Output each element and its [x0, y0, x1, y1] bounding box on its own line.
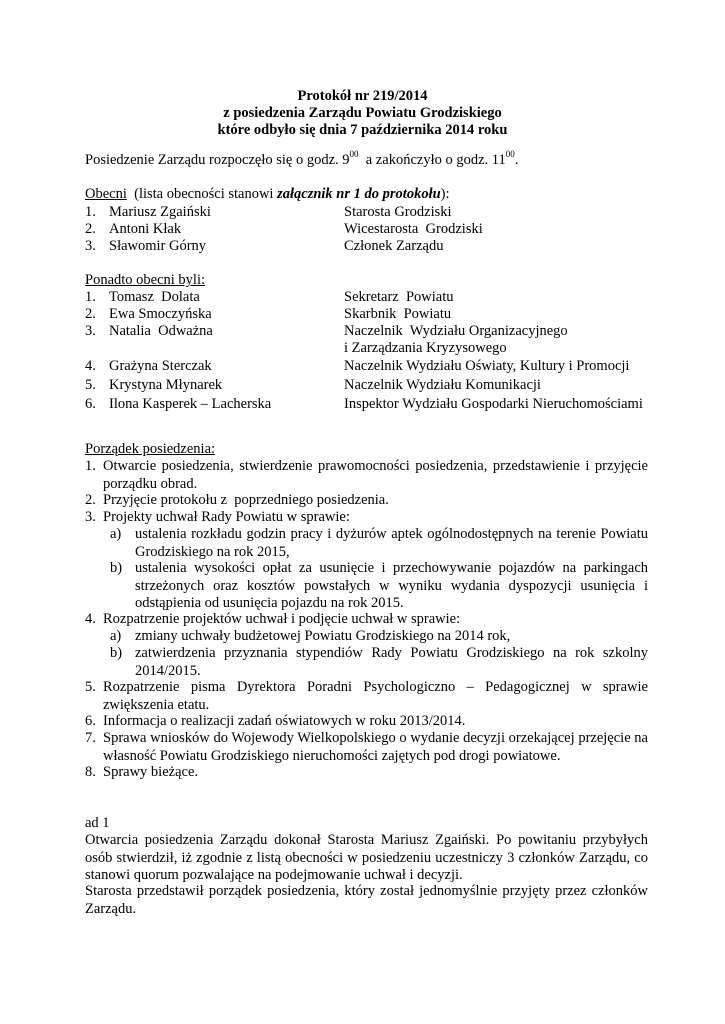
session-end-text: a zakończyło o godz. 11 — [358, 152, 506, 168]
agenda-item-number: 1. — [85, 458, 96, 474]
attendee-row — [85, 377, 685, 395]
agenda-subitem-text: zmiany uchwały budżetowej Powiatu Grodziskiego na 2014 rok, — [135, 628, 511, 644]
agenda-item-text: Sprawy bieżące. — [103, 764, 199, 780]
attendee-number: 4. — [85, 358, 96, 374]
attendee-role: Skarbnik Powiatu — [344, 306, 452, 322]
attendee-name: Grażyna Sterczak — [109, 358, 212, 374]
attendee-number: 2. — [85, 306, 96, 322]
attendee-name: Natalia Odważna — [109, 323, 213, 339]
also-present-heading: Ponadto obecni byli: — [85, 272, 206, 288]
member-number: 1. — [85, 204, 96, 220]
attendee-row — [85, 323, 685, 359]
attendee-name: Tomasz Dolata — [109, 289, 200, 305]
agenda-item-text: Rozpatrzenie pisma Dyrektora Poradni Psychologiczno – Pedagogicznej w sprawie zwiększenia etatu. — [103, 679, 648, 713]
member-name: Mariusz Zgaiński — [109, 204, 211, 220]
session-end-suffix: . — [514, 152, 519, 168]
attendee-role-continued: i Zarządzania Kryzysowego — [344, 340, 507, 356]
session-end-minutes: 00 — [505, 149, 515, 160]
agenda-item-number: 5. — [85, 679, 96, 695]
agenda-item-number: 6. — [85, 713, 96, 729]
session-time-line — [85, 149, 648, 170]
ad1-paragraph-opening: Otwarcia posiedzenia Zarządu dokonał Starosta Mariusz Zgaiński. Po powitaniu przybyłych osób stwierdził, iż zgodnie z listą obecności w posiedzeniu uczestniczy 3 członków Zarządu, co stanowi quorum pozwalające na podejmowanie uchwał i decyzji. — [85, 832, 648, 883]
attendee-name: Krystyna Młynarek — [109, 377, 223, 393]
attendee-number: 6. — [85, 396, 96, 412]
attendee-row — [85, 396, 685, 414]
agenda-subitem-label: a) — [110, 628, 122, 644]
agenda-item-text: Informacja o realizacji zadań oświatowych w roku 2013/2014. — [103, 713, 466, 729]
agenda-subitem-label: a) — [110, 526, 122, 542]
attendee-role: Naczelnik Wydziału Oświaty, Kultury i Promocji — [344, 358, 630, 374]
attendee-number: 5. — [85, 377, 96, 393]
attendee-row — [85, 358, 685, 376]
attendance-note-prefix: (lista obecności stanowi — [126, 186, 278, 202]
ad1-paragraph-agenda-adopted: Starosta przedstawił porządek posiedzenia, który został jednomyślnie przyjęty przez członków Zarządu. — [85, 883, 648, 917]
agenda-item-text: Rozpatrzenie projektów uchwał i podjęcie uchwał w sprawie: — [103, 611, 461, 627]
attendee-name: Ewa Smoczyńska — [109, 306, 212, 322]
protocol-date-line: które odbyło się dnia 7 października 2014 roku — [217, 122, 508, 138]
agenda-item-number: 7. — [85, 730, 96, 746]
attendee-role: Inspektor Wydziału Gospodarki Nieruchomościami — [344, 396, 643, 412]
ad1-heading: ad 1 — [85, 815, 110, 831]
agenda-subitem-text: ustalenia rozkładu godzin pracy i dyżurów aptek ogólnodostępnych na terenie Powiatu Grodziskiego na rok 2015, — [135, 526, 648, 560]
agenda-heading: Porządek posiedzenia: — [85, 441, 216, 457]
agenda-item-text: Przyjęcie protokołu z poprzedniego posiedzenia. — [103, 492, 389, 508]
agenda-item-number: 2. — [85, 492, 96, 508]
attendee-row — [85, 306, 685, 324]
member-role: Starosta Grodziski — [344, 204, 452, 220]
attachment-reference: załącznik nr 1 do protokołu — [277, 186, 441, 202]
session-start-text: Posiedzenie Zarządu rozpoczęło się o godz. 9 — [85, 152, 350, 168]
agenda-item-text: Sprawa wniosków do Wojewody Wielkopolskiego o wydanie decyzji orzekającej przejęcie na własność Powiatu Grodziskiego nieruchomości zajętych pod drogi powiatowe. — [103, 730, 648, 764]
protocol-title: Protokół nr 219/2014 — [297, 88, 428, 104]
attendee-number: 1. — [85, 289, 96, 305]
member-role: Członek Zarządu — [344, 238, 444, 254]
attendee-row — [85, 289, 685, 307]
attendee-role: Naczelnik Wydziału Organizacyjnego — [344, 323, 568, 339]
protocol-subtitle: z posiedzenia Zarządu Powiatu Grodziskiego — [223, 105, 502, 121]
agenda-subitem-label: b) — [110, 645, 123, 661]
agenda-subitem-label: b) — [110, 560, 123, 576]
attendance-note-suffix: ): — [440, 186, 450, 202]
attendance-heading-line — [85, 186, 648, 204]
member-row — [85, 238, 685, 256]
agenda-item-number: 4. — [85, 611, 96, 627]
member-number: 2. — [85, 221, 96, 237]
agenda-subitem-text: ustalenia wysokości opłat za usunięcie i przechowywanie pojazdów na parkingach strzeżonych oraz kosztów powstałych w wyniku wydania dyspozycji usunięcia i odstąpienia od usunięcia pojazdu na rok 2015. — [135, 560, 648, 611]
attendee-number: 3. — [85, 323, 96, 339]
attendee-role: Sekretarz Powiatu — [344, 289, 454, 305]
attendee-name: Ilona Kasperek – Lacherska — [109, 396, 272, 412]
attendee-role: Naczelnik Wydziału Komunikacji — [344, 377, 541, 393]
attendance-heading: Obecni — [85, 186, 127, 202]
session-start-minutes: 00 — [349, 149, 359, 160]
member-name: Sławomir Górny — [109, 238, 207, 254]
agenda-subitem-text: zatwierdzenia przyznania stypendiów Rady Powiatu Grodziskiego na rok szkolny 2014/2015. — [135, 645, 648, 679]
member-role: Wicestarosta Grodziski — [344, 221, 483, 237]
agenda-item-number: 8. — [85, 764, 96, 780]
member-row — [85, 204, 685, 222]
agenda-item-text: Projekty uchwał Rady Powiatu w sprawie: — [103, 509, 350, 525]
member-row — [85, 221, 685, 239]
agenda-item-text: Otwarcie posiedzenia, stwierdzenie prawomocności posiedzenia, przedstawienie i przyjęcie porządku obrad. — [103, 458, 648, 492]
agenda-item-number: 3. — [85, 509, 96, 525]
member-number: 3. — [85, 238, 96, 254]
member-name: Antoni Kłak — [109, 221, 182, 237]
